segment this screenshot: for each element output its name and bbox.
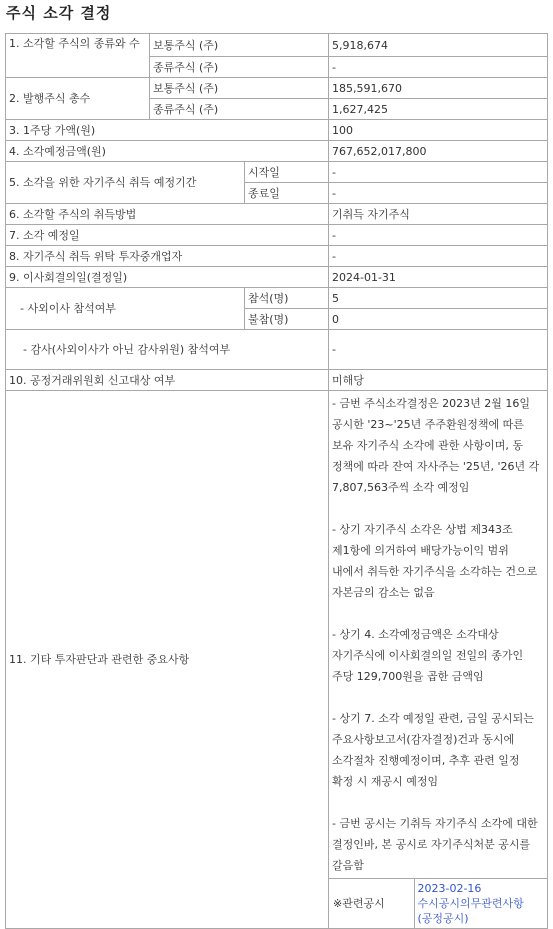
row-label: 7. 소각 예정일 xyxy=(6,225,329,246)
row-label: 4. 소각예정금액(원) xyxy=(6,141,329,162)
sub-label: 참석(명) xyxy=(245,288,329,309)
row-label: 6. 소각할 주식의 취득방법 xyxy=(6,204,329,225)
value-cell: 100 xyxy=(329,120,548,141)
value-cell: - xyxy=(329,330,548,370)
value-cell: 0 xyxy=(329,309,548,330)
table-row xyxy=(6,330,548,370)
value-cell: - xyxy=(329,246,548,267)
related-table xyxy=(329,879,547,928)
related-disclosure-link[interactable]: 2023-02-16 수시공시의무관련사항(공정공시) xyxy=(417,882,524,925)
table-row xyxy=(6,267,548,288)
sub-label: 보통주식 (주) xyxy=(150,34,329,57)
table-row xyxy=(6,78,548,99)
table-row xyxy=(6,246,548,267)
value-cell: - xyxy=(329,225,548,246)
row-label: 11. 기타 투자판단과 관련한 중요사항 xyxy=(6,391,329,929)
row-label: 3. 1주당 가액(원) xyxy=(6,120,329,141)
value-cell: 미해당 xyxy=(329,370,548,391)
row-label: 10. 공정거래위원회 신고대상 여부 xyxy=(6,370,329,391)
table-row xyxy=(6,204,548,225)
table-row xyxy=(6,120,548,141)
note-text: - 상기 자기주식 소각은 상법 제343조 제1항에 의거하여 배당가능이익 범위 내에서 취득한 자기주식을 소각하는 건으로 자본금의 감소는 없음 xyxy=(332,523,538,599)
value-cell: 기취득 자기주식 xyxy=(329,204,548,225)
row-label: - 사외이사 참석여부 xyxy=(6,288,245,330)
row-label: 2. 발행주식 총수 xyxy=(6,78,150,120)
value-cell: - xyxy=(329,183,548,204)
note-text: - 상기 7. 소각 예정일 관련, 금일 공시되는 주요사항보고서(감자결정)건과 동시에 소각절차 진행예정이며, 추후 관련 일정 확정 시 재공시 예정임 xyxy=(332,712,534,788)
table-row xyxy=(6,34,548,57)
value-cell: - xyxy=(329,162,548,183)
table-row xyxy=(6,288,548,309)
value-cell: 767,652,017,800 xyxy=(329,141,548,162)
sub-label: 종료일 xyxy=(245,183,329,204)
sub-label: 종류주식 (주) xyxy=(150,99,329,120)
value-cell: 1,627,425 xyxy=(329,99,548,120)
value-cell: 5,918,674 xyxy=(329,34,548,57)
row-label: - 감사(사외이사가 아닌 감사위원) 참석여부 xyxy=(6,330,329,370)
note-text: - 금번 주식소각결정은 2023년 2월 16일 공시한 '23~'25년 주주환원정책에 따른 보유 자기주식 소각에 관한 사항이며, 동 정책에 따라 잔여 자사주는 '25년, '26년 각 7,807,563주씩 소각 예정임 xyxy=(332,397,540,494)
related-label: ※관련공시 xyxy=(329,879,414,928)
table-row xyxy=(6,370,548,391)
note-text: - 상기 4. 소각예정금액은 소각대상 자기주식에 이사회결의일 전일의 종가인 주당 129,700원을 곱한 금액임 xyxy=(332,628,524,683)
row-label: 5. 소각을 위한 자기주식 취득 예정기간 xyxy=(6,162,245,204)
table-row xyxy=(6,141,548,162)
note-text: - 금번 공시는 기취득 자기주식 소각에 대한 결정인바, 본 공시로 자기주식처분 공시를 갈음함 xyxy=(332,817,538,872)
row-label: 1. 소각할 주식의 종류와 수 xyxy=(6,34,150,78)
row-label: 8. 자기주식 취득 위탁 투자중개업자 xyxy=(6,246,329,267)
page-title: 주식 소각 결정 xyxy=(6,4,112,22)
sub-label: 종류주식 (주) xyxy=(150,57,329,78)
sub-label: 불참(명) xyxy=(245,309,329,330)
disclosure-table xyxy=(5,33,548,929)
table-row xyxy=(6,225,548,246)
value-cell: - xyxy=(329,57,548,78)
table-row xyxy=(6,162,548,183)
table-row xyxy=(6,391,548,879)
sub-label: 보통주식 (주) xyxy=(150,78,329,99)
value-cell: 2024-01-31 xyxy=(329,267,548,288)
row-label: 9. 이사회결의일(결정일) xyxy=(6,267,329,288)
value-cell: 5 xyxy=(329,288,548,309)
sub-label: 시작일 xyxy=(245,162,329,183)
notes-cell xyxy=(329,391,548,879)
related-cell xyxy=(329,879,548,929)
value-cell: 185,591,670 xyxy=(329,78,548,99)
